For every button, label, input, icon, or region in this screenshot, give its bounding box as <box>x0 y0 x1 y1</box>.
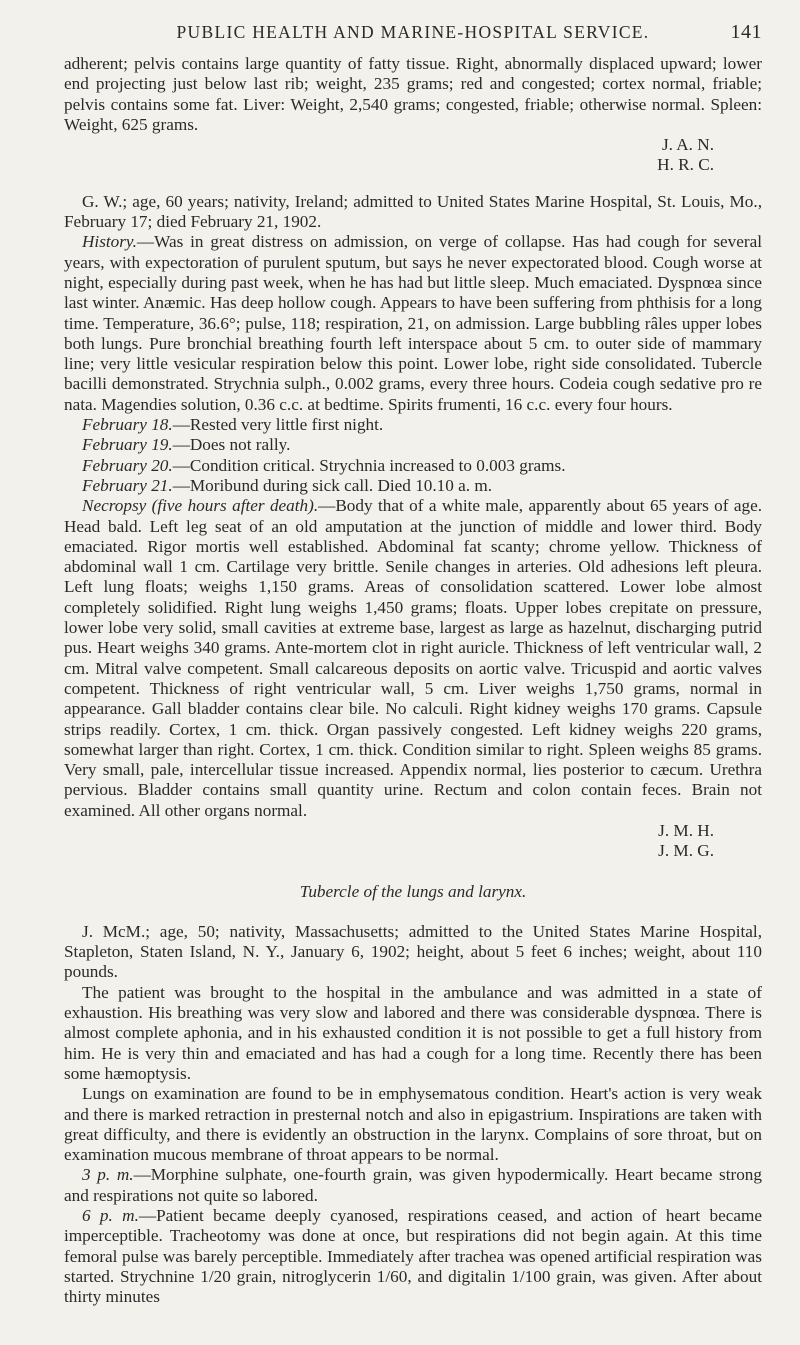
running-title: PUBLIC HEALTH AND MARINE-HOSPITAL SERVICE. <box>176 22 650 42</box>
running-head <box>64 20 762 44</box>
case2-feb19 <box>64 435 762 455</box>
history-label: History. <box>82 232 137 252</box>
case2-necropsy <box>64 496 762 821</box>
case3-para2: Lungs on examination are found to be in emphysematous condition. Heart's action is very weak and there is marked retraction in presternal notch and also in epigastrium. Inspirations are taken with great difficulty, and there is evidently an obstruction in the larynx. Complains of sore throat, but on examination mucous membrane of throat appears to be normal. <box>64 1084 762 1165</box>
case3-3pm <box>64 1165 762 1206</box>
section-title: Tubercle of the lungs and larynx. <box>299 881 527 901</box>
case2-feb18 <box>64 415 762 435</box>
feb18-label: February 18. <box>82 415 173 435</box>
feb21-text: —Moribund during sick call. Died 10.10 a. m. <box>172 475 493 495</box>
time-3pm-text: —Morphine sulphate, one-fourth grain, was given hypodermically. Heart became strong and respirations not quite so labored. <box>64 1165 762 1205</box>
time-6pm-text: —Patient became deeply cyanosed, respirations ceased, and action of heart became imperceptible. Tracheotomy was done at once, but respirations did not begin again. At this time femoral pulse was barely perceptible. Immediately after trachea was opened artificial respiration was started. Strychnine 1/20 grain, nitroglycerin 1/60, and digitalin 1/100 grain, was given. After about thirty minutes <box>64 1206 763 1307</box>
case2-intro: G. W.; age, 60 years; nativity, Ireland; admitted to United States Marine Hospital, St. Louis, Mo., February 17; died February 21, 1902. <box>64 191 762 232</box>
time-3pm-label: 3 p. m. <box>82 1165 134 1185</box>
case3-intro: J. McM.; age, 50; nativity, Massachusetts; admitted to the United States Marine Hospital, Stapleton, Staten Island, N. Y., January 6, 1902; height, about 5 feet 6 inches; weight, about 110 pounds. <box>64 921 762 982</box>
case3-6pm <box>64 1206 762 1307</box>
signature-2: H. R. C. <box>657 155 714 175</box>
case2-feb20 <box>64 456 762 476</box>
signature-3: J. M. H. <box>658 820 714 840</box>
case2-history <box>64 232 762 415</box>
signature-4: J. M. G. <box>658 841 714 861</box>
necropsy-text: —Body that of a white male, apparently about 65 years of age. Head bald. Left leg seat of an old amputation at the junction of middle and lower third. Body emaciated. Rigor mortis well established. Abdominal fat scanty; chrome yellow. Thickness of abdominal wall 1 cm. Cartilage very brittle. Senile changes in arteries. Old adhesions left pleura. Left lung floats; weighs 1,150 grams. Areas of consolidation scattered. Lower lobe almost completely solidified. Right lung weighs 1,450 grams; floats. Upper lobes crepitate on pressure, lower lobe very solid, small cavities at extreme base, largest as large as hazelnut, discharging putrid pus. Heart weighs 340 grams. Ante-mortem clot in right auricle. Thickness of left ventricular wall, 2 cm. Mitral valve competent. Small calcareous deposits on aortic valve. Tricuspid and aortic valves competent. Thickness of right ventricular wall, 5 cm. Liver weighs 1,750 grams, normal in appearance. Gall bladder contains clear bile. No calculi. Right kidney weighs 170 grams. Capsule strips readily. Cortex, 1 cm. thick. Organ passively congested. Left kidney weighs 220 grams, somewhat larger than right. Cortex, 1 cm. thick. Condition similar to right. Spleen weighs 85 grams. Very small, pale, intercellular tissue increased. Appendix normal, lies posterior to cæcum. Urethra pervious. Bladder contains small quantity urine. Rectum and colon contain feces. Brain not examined. All other organs normal. <box>64 496 762 820</box>
case2-feb21 <box>64 476 762 496</box>
page-number: 141 <box>730 21 762 43</box>
feb19-text: —Does not rally. <box>172 435 291 455</box>
feb20-text: —Condition critical. Strychnia increased to 0.003 grams. <box>172 455 566 475</box>
feb20-label: February 20. <box>82 455 173 475</box>
feb19-label: February 19. <box>82 435 173 455</box>
case3-para1: The patient was brought to the hospital in the ambulance and was admitted in a state of exhaustion. His breathing was very slow and labored and there was considerable dyspnœa. There is almost complete aphonia, and in his exhausted condition it is not possible to get a full history from him. He is very thin and emaciated and has had a cough for a long time. Recently there has been some hæmoptysis. <box>64 982 762 1083</box>
time-6pm-label: 6 p. m. <box>82 1206 139 1226</box>
history-text: —Was in great distress on admission, on verge of collapse. Has had cough for several years, with expectoration of purulent sputum, but says he never expectorated blood. Cough worse at night, especially during past week, when he has had but little sleep. Much emaciated. Dyspnœa since last winter. Anæmic. Has deep hollow cough. Appears to have been suffering from phthisis for a long time. Temperature, 36.6°; pulse, 118; respiration, 21, on admission. Large bubbling râles upper lobes both lungs. Pure bronchial breathing fourth left interspace about 5 cm. to outer side of mammary line; very little vesicular respiration below this point. Lower lobe, right side consolidated. Tubercle bacilli demonstrated. Strychnia sulph., 0.002 grams, every three hours. Codeia cough sedative pro re nata. Magendies solution, 0.36 c.c. at bedtime. Spirits frumenti, 16 c.c. every four hours. <box>64 232 762 414</box>
feb18-text: —Rested very little first night. <box>172 415 384 435</box>
necropsy-label: Necropsy (five hours after death). <box>82 496 319 516</box>
case1-text: adherent; pelvis contains large quantity of fatty tissue. Right, abnormally displaced upward; lower end projecting just below last rib; weight, 235 grams; red and congested; cortex normal, friable; pelvis contains some fat. Liver: Weight, 2,540 grams; congested, friable; otherwise normal. Spleen: Weight, 625 grams. <box>64 54 762 134</box>
feb21-label: February 21. <box>82 475 173 495</box>
signature-1: J. A. N. <box>661 135 714 155</box>
